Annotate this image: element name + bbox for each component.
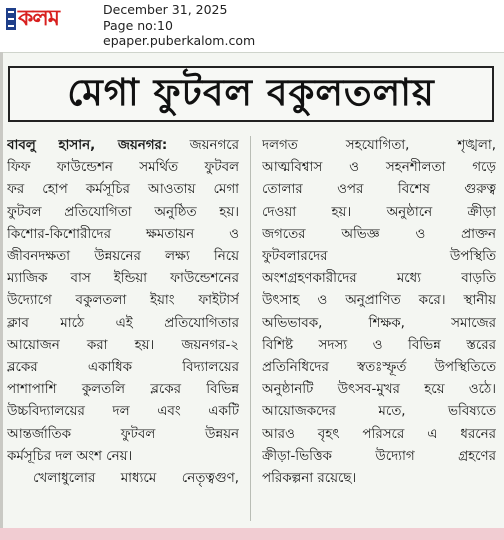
article-line: কর্মসূচির দল অংশ নেয়। <box>7 448 133 464</box>
article-line: অনুষ্ঠানটি উৎসব-মুখর হয়ে ওঠে। <box>262 382 496 398</box>
article-column-left <box>7 135 239 490</box>
article-line: উচ্চবিদ্যালয়ের দল এবং একটি <box>7 404 239 420</box>
article-line: পরিকল্পনা রয়েছে। <box>262 471 357 487</box>
epaper-header <box>0 0 504 53</box>
article-line: ফর হোপ কর্মসূচির আওতায় মেগা <box>7 182 239 198</box>
article-line: কিশোর-কিশোরীদের ক্ষমতায়ন ও <box>7 226 239 242</box>
edition-meta <box>103 2 255 49</box>
article-line: দেওয়া হয়। অনুষ্ঠানে ক্রীড়া <box>262 204 496 220</box>
headline-box <box>8 66 494 122</box>
article-line: বাবলু হাসান, জয়নগর: জয়নগরে <box>7 138 239 153</box>
page-bottom-edge <box>0 528 504 540</box>
article-line: খেলাধুলোর মাধ্যমে নেতৃত্বগুণ, <box>33 471 239 487</box>
article-line: উদ্যোগে বকুলতলা ইয়াং ফাইটার্স <box>7 293 239 309</box>
article-headline: মেগা ফুটবল বকুলতলায় <box>67 70 435 114</box>
article-line: ফুটবল প্রতিযোগিতা অনুষ্ঠিত হয়। <box>7 204 239 220</box>
article-line: ক্লাব মাঠে এই প্রতিযোগিতার <box>7 315 239 331</box>
newspaper-logo <box>6 6 98 32</box>
site-url[interactable]: epaper.puberkalom.com <box>103 33 256 48</box>
article-line: জীবনদক্ষতা উন্নয়নের লক্ষ্য নিয়ে <box>7 249 239 265</box>
article-line: আন্তর্জাতিক ফুটবল উন্নয়ন <box>7 426 239 442</box>
logo-mark-icon <box>6 8 16 30</box>
logo-text: কলম <box>18 6 59 31</box>
article-line: অংশগ্রহণকারীদের মধ্যে বাড়তি <box>262 271 496 287</box>
article-line: আত্মবিশ্বাস ও সহনশীলতা গড়ে <box>262 160 496 176</box>
edition-date: December 31, 2025 <box>103 2 228 17</box>
article-line: ফুটবলারদের উপস্থিতি <box>262 249 496 265</box>
article-line: জগতের অভিজ্ঞ ও প্রাক্তন <box>262 226 496 242</box>
page-left-edge <box>0 52 3 528</box>
article-line: উৎসাহ ও অনুপ্রাণিত করে। স্থানীয় <box>262 293 496 309</box>
article-line: বিশিষ্ট সদস্য ও বিভিন্ন স্তরের <box>262 337 496 353</box>
article-byline: বাবলু হাসান, জয়নগর: <box>7 138 168 153</box>
article-line: আরও বৃহৎ পরিসরে এ ধরনের <box>262 426 496 442</box>
column-divider <box>250 136 251 521</box>
article-line: পাশাপাশি কুলতলি ব্লকের বিভিন্ন <box>7 382 239 398</box>
article-line: ফিফ ফাউন্ডেশন সমর্থিত ফুটবল <box>7 160 239 176</box>
page-number: Page no:10 <box>103 17 173 33</box>
article-line: ম্যাজিক বাস ইন্ডিয়া ফাউন্ডেশনের <box>7 271 239 287</box>
article-line: অভিভাবক, শিক্ষক, সমাজের <box>262 315 496 331</box>
article-line: আয়োজকদের মতে, ভবিষ্যতে <box>262 404 496 420</box>
article-line: আয়োজন করা হয়। জয়নগর-২ <box>7 337 239 353</box>
article-line: তোলার ওপর বিশেষ গুরুত্ব <box>262 182 496 198</box>
article-line: ক্রীড়া-ভিত্তিক উদ্যোগ গ্রহণের <box>262 448 496 464</box>
article-line: দলগত সহযোগিতা, শৃঙ্খলা, <box>262 138 496 153</box>
article-line: ব্লকের একাধিক বিদ্যালয়ের <box>7 360 239 376</box>
article-line: প্রতিনিধিদের স্বতঃস্ফূর্ত উপস্থিতিতে <box>262 360 496 376</box>
article-column-right <box>262 135 496 490</box>
